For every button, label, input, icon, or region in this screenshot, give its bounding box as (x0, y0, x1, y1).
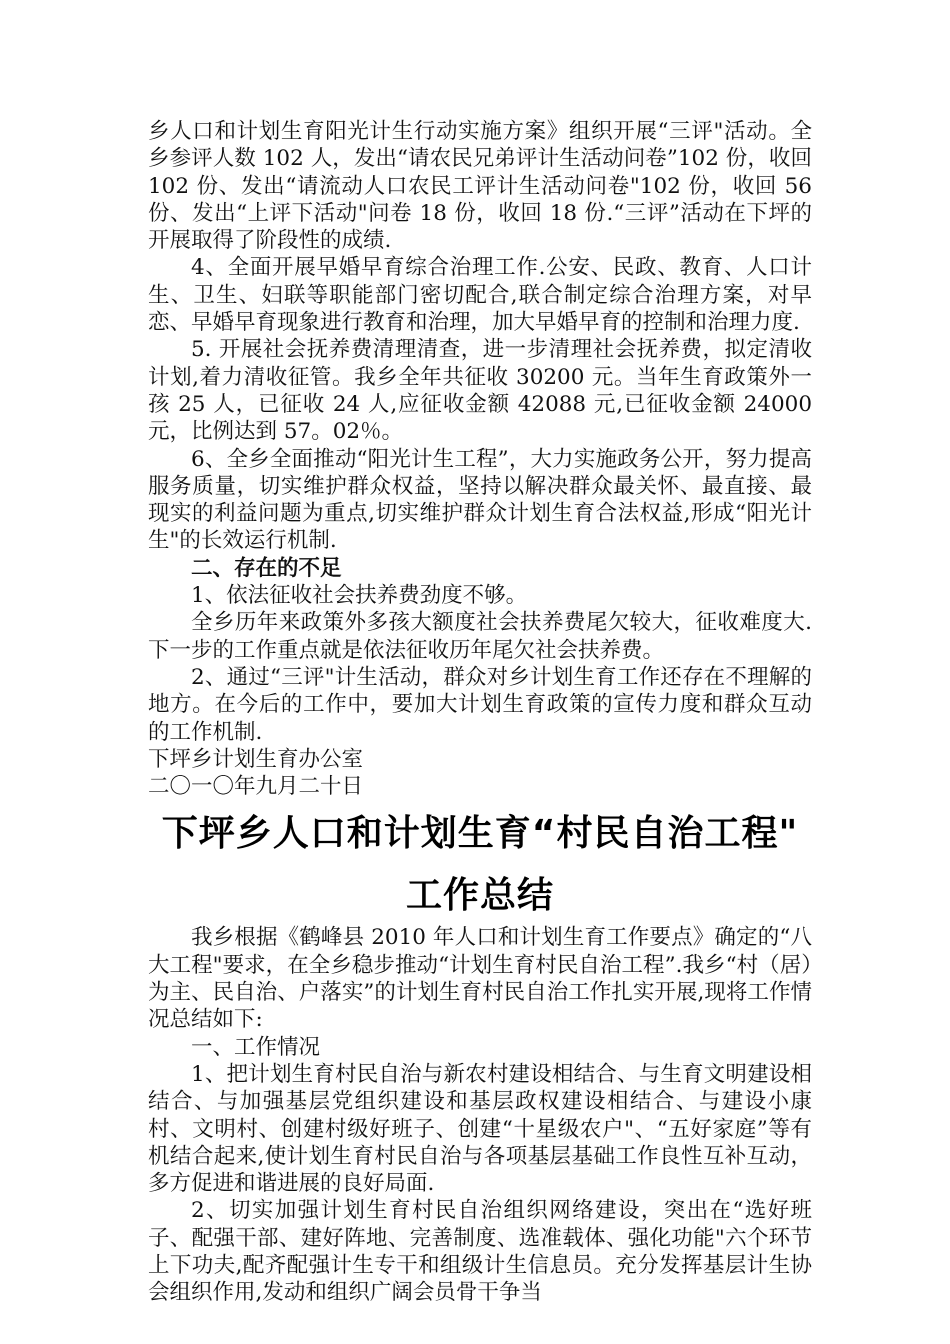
paragraph-item-6: 6、全乡全面推动“阳光计生工程”，大力实施政务公开，努力提高服务质量，切实维护群众权益，坚持以解决群众最关怀、最直接、最现实的利益问题为重点,切实维护群众计划生育合法权益,形成“阳光计生"的长效运行机制. (148, 446, 812, 554)
paragraph-shortcoming-1-detail: 全乡历年来政策外多孩大额度社会扶养费尾欠较大，征收难度大.下一步的工作重点就是依法征收历年尾欠社会扶养费。 (148, 610, 812, 663)
section-heading-work-status: 一、工作情况 (191, 1034, 321, 1060)
section-heading-shortcomings: 二、存在的不足 (191, 555, 342, 581)
paragraph-shortcoming-1: 1、依法征收社会扶养费劲度不够。 (191, 583, 528, 609)
signature-date: 二〇一〇年九月二十日 (148, 774, 364, 800)
document-title-line-2: 工作总结 (405, 875, 554, 917)
paragraph-shortcoming-2: 2、通过“三评"计生活动，群众对乡计划生育工作还存在不理解的地方。在今后的工作中，要加大计划生育政策的宣传力度和群众互动的工作机制. (148, 664, 812, 745)
paragraph-work-item-1: 1、把计划生育村民自治与新农村建设相结合、与生育文明建设相结合、与加强基层党组织建设和基层政权建设相结合、与建设小康村、文明村、创建村级好班子、创建“十星级农户"、“五好家庭”等有机结合起来,使计划生育村民自治与各项基层基础工作良性互补互动，多方促进和谐进展的良好局面. (148, 1061, 812, 1197)
paragraph-item-4: 4、全面开展早婚早育综合治理工作.公安、民政、教育、人口计生、卫生、妇联等职能部门密切配合,联合制定综合治理方案，对早恋、早婚早育现象进行教育和治理，加大早婚早育的控制和治理力度. (148, 255, 812, 336)
document-title-line-1: 下坪乡人口和计划生育“村民自治工程" (161, 813, 799, 855)
paragraph-continuation: 乡人口和计划生育阳光计生行动实施方案》组织开展“三评"活动。全乡参评人数 102 人，发出“请农民兄弟评计生活动问卷”102 份，收回 102 份、发出“请流动人口农民工评计生活动问卷"102 份，收回 56 份、发出“上评下活动"问卷 18 份，收回 18 份.“三评”活动在下坪的开展取得了阶段性的成绩. (148, 119, 812, 254)
document-body (148, 118, 812, 1307)
paragraph-intro: 我乡根据《鹤峰县 2010 年人口和计划生育工作要点》确定的“八大工程"要求，在全乡稳步推动“计划生育村民自治工程”.我乡“村（居）为主、民自治、户落实”的计划生育村民自治工作扎实开展,现将工作情况总结如下: (148, 925, 812, 1033)
paragraph-item-5: 5. 开展社会抚养费清理清查，进一步清理社会抚养费，拟定清收计划,着力清收征管。我乡全年共征收 30200 元。当年生育政策外一孩 25 人，已征收 24 人,应征收金额 42088 元,已征收金额 24000 元，比例达到 57。02％。 (148, 337, 812, 445)
paragraph-work-item-2: 2、切实加强计划生育村民自治组织网络建设，突出在“选好班子、配强干部、建好阵地、完善制度、选准载体、强化功能"六个环节上下功夫,配齐配强计生专干和组级计生信息员。充分发挥基层计生协会组织作用,发动和组织广阔会员骨干争当 (148, 1198, 812, 1306)
signature-organization: 下坪乡计划生育办公室 (148, 746, 364, 772)
